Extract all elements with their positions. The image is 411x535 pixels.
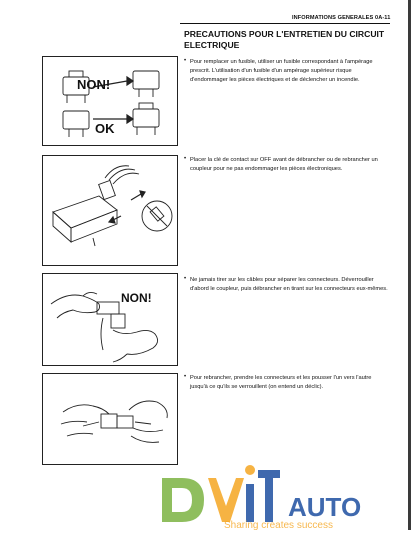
- pull-connector-illustration: [43, 274, 178, 366]
- bullet: •: [184, 156, 187, 162]
- coupler-illustration-panel: [42, 155, 178, 266]
- ignition-precaution-text: Placer la clé de contact sur OFF avant de débrancher ou de rebrancher un coupleur pour ne pas endommager les pièces électroniques.: [190, 157, 378, 173]
- section-title: PRECAUTIONS POUR L'ENTRETIEN DU CIRCUIT ELECTRIQUE: [184, 29, 385, 50]
- watermark-tagline: Sharing creates success: [224, 520, 333, 530]
- watermark-logo-graphic: [160, 440, 408, 530]
- bullet: •: [184, 276, 187, 282]
- fuse-illustration: [43, 57, 178, 146]
- reconnect-precaution-text: Pour rebrancher, prendre les connecteurs et les pousser l'un vers l'autre jusqu'à ce qu'ils se verrouillent (on entend un déclic).: [190, 375, 372, 391]
- watermark-brand: AUTO: [288, 492, 362, 522]
- bullet: •: [184, 58, 187, 64]
- label-non: NON!: [121, 291, 152, 305]
- header-rule: [180, 23, 390, 24]
- fuse-precaution-text: Pour remplacer un fusible, utiliser un fusible correspondant à l'ampérage prescrit. L'utilisation d'un fusible d'un ampérage supérieur risque d'endommager les pièces électriques et de déclencher un incendie.: [190, 59, 373, 84]
- coupler-illustration: [43, 156, 178, 266]
- disconnect-precaution-text: Ne jamais tirer sur les câbles pour séparer les connecteurs. Déverrouiller d'abord le coupleur, puis débrancher en tirant sur les connecteurs eux-mêmes.: [190, 277, 388, 293]
- fuse-illustration-panel: [42, 56, 178, 146]
- watermark-logo: [160, 440, 408, 530]
- bullet: •: [184, 374, 187, 380]
- running-header: INFORMATIONS GENERALES 0A-11: [292, 15, 391, 21]
- label-non: NON!: [77, 77, 111, 92]
- reconnect-illustration: [43, 374, 178, 465]
- reconnect-illustration-panel: [42, 373, 178, 465]
- label-ok: OK: [95, 121, 115, 136]
- pull-connector-illustration-panel: [42, 273, 178, 366]
